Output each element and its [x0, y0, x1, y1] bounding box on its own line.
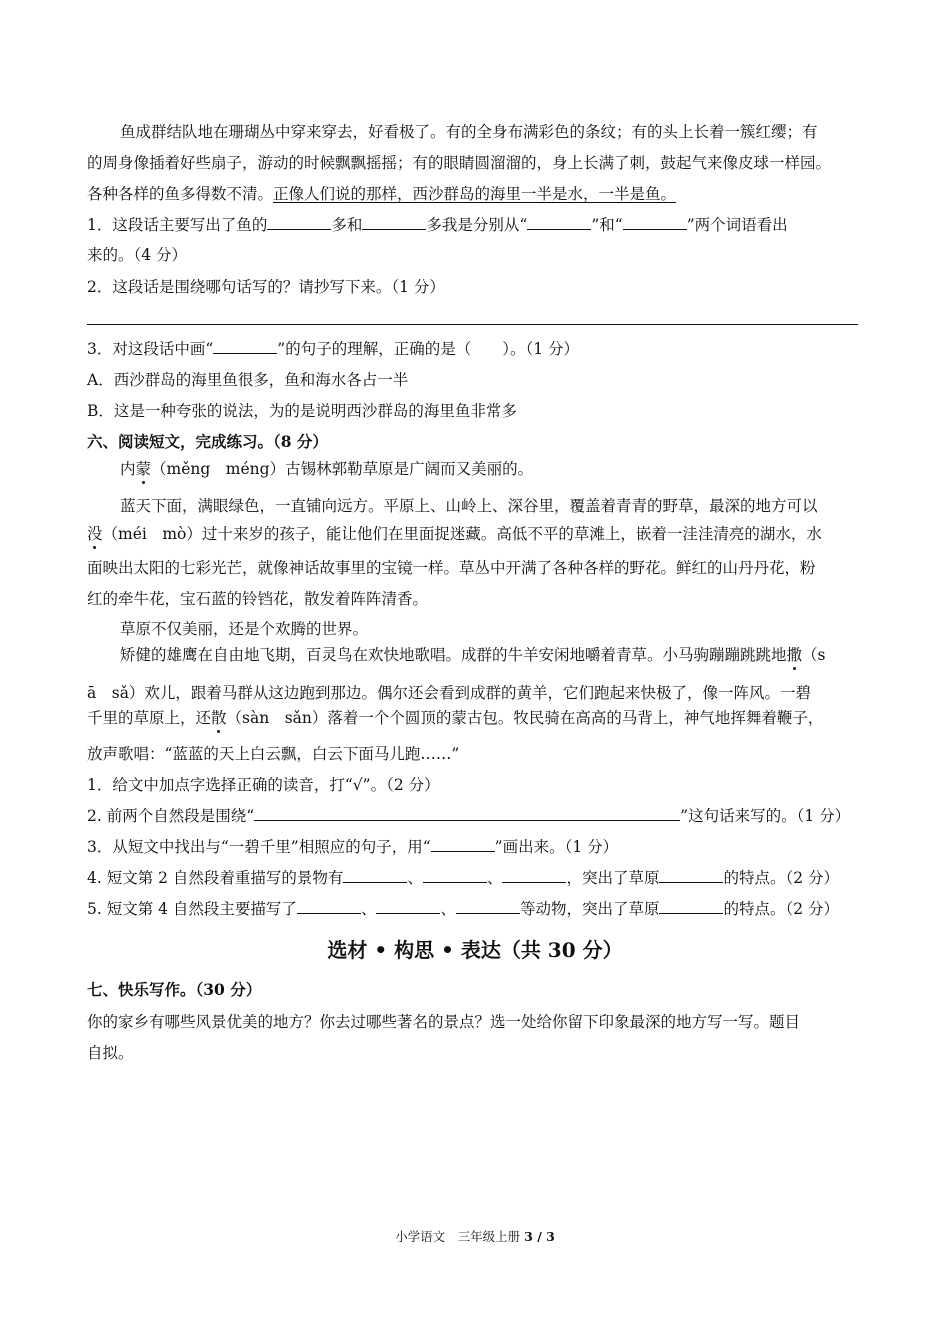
- underline-sample: [213, 339, 277, 354]
- p-text: （s: [802, 646, 826, 664]
- q-text: ”的句子的理解，正确的是（ ）。（1 分）: [277, 340, 580, 358]
- reading-p1: [120, 459, 533, 479]
- question-6-5: [87, 899, 839, 919]
- q-text: 2. 前两个自然段是围绕“: [87, 807, 255, 825]
- option-a: A．西沙群岛的海里鱼很多，鱼和海水各占一半: [87, 371, 409, 389]
- passage-line-2: 的周身像插着好些扇子，游动的时候飘飘摇摇；有的眼睛圆溜溜的，身上长满了刺，鼓起气来像皮球一样园。: [87, 154, 832, 172]
- q-text: 、: [407, 869, 423, 887]
- page-footer: [0, 1229, 950, 1245]
- dotted-char: 散: [211, 709, 227, 727]
- reading-p2-line-4: 红的牵牛花，宝石蓝的铃铛花，散发着阵阵清香。: [87, 590, 429, 608]
- underline-sample: [431, 837, 495, 852]
- q-text: 、: [440, 900, 456, 918]
- p-text: 矫健的雄鹰在自由地飞期，百灵鸟在欢快地歌唱。成群的牛羊安闲地嚼着青草。小马驹蹦蹦跳跳地: [120, 646, 787, 664]
- p-text: 千里的草原上，还: [87, 709, 212, 727]
- underlined-sentence: 正像人们说的那样，西沙群岛的海里一半是水，一半是鱼。: [273, 185, 677, 203]
- p-text: （méi mò）过十来岁的孩子，能让他们在里面捉迷藏。高低不平的草滩上，嵌着一洼洼清亮的湖水，水: [102, 525, 822, 543]
- answer-blank[interactable]: [423, 868, 487, 883]
- part-title: 选材 • 构思 • 表达（共 30 分）: [327, 938, 623, 962]
- answer-blank[interactable]: [527, 215, 591, 230]
- question-5-1-cont: 来的。（4 分）: [87, 246, 188, 264]
- reading-p3: 草原不仅美丽，还是个欢腾的世界。: [120, 620, 369, 638]
- q-text: 、: [360, 900, 377, 918]
- dotted-char: 撒: [786, 646, 803, 664]
- q-text: 、: [486, 869, 503, 887]
- answer-blank[interactable]: [254, 806, 680, 821]
- reading-p4-line-3: [87, 708, 823, 728]
- p-text: （měng méng）古锡林郭勒草原是广阔而又美丽的。: [151, 460, 534, 478]
- dotted-char: 没: [87, 525, 103, 543]
- reading-p4-line-1: [120, 645, 826, 665]
- passage-text: 各种各样的鱼多得数不清。: [87, 185, 274, 203]
- question-6-4: [87, 868, 839, 888]
- answer-line[interactable]: [87, 324, 858, 325]
- section-6-heading: 六、阅读短文，完成练习。（8 分）: [87, 432, 328, 451]
- question-6-2: [87, 806, 850, 826]
- page-number: 3 / 3: [524, 1229, 555, 1244]
- answer-blank[interactable]: [267, 215, 331, 230]
- answer-blank[interactable]: [297, 899, 361, 914]
- q-text: 3．对这段话中画“: [87, 340, 214, 358]
- reading-p2-line-1: 蓝天下面，满眼绿色，一直铺向远方。平原上、山岭上、深谷里，覆盖着青青的野草，最深的地方可以: [120, 497, 818, 515]
- dotted-char: 蒙: [135, 460, 152, 478]
- q-text: 多我是分别从“: [426, 216, 528, 234]
- answer-blank[interactable]: [362, 215, 426, 230]
- passage-line-3: [87, 184, 676, 204]
- answer-blank[interactable]: [343, 868, 407, 883]
- q-text: 多和: [331, 216, 363, 234]
- reading-p4-line-2: ā sǎ）欢儿，跟着马群从这边跑到那边。偶尔还会看到成群的黄羊，它们跑起来快极了，像一阵风。一碧: [87, 684, 811, 702]
- writing-prompt-line-1: 你的家乡有哪些风景优美的地方？你去过哪些著名的景点？选一处给你留下印象最深的地方写一写。题目: [87, 1013, 801, 1031]
- answer-blank[interactable]: [376, 899, 440, 914]
- p-text: 内: [120, 460, 136, 478]
- answer-blank[interactable]: [623, 215, 687, 230]
- q-text: 5. 短文第 4 自然段主要描写了: [87, 900, 297, 918]
- question-5-1: [87, 215, 788, 235]
- reading-p4-line-4: 放声歌唱：“蓝蓝的天上白云飘，白云下面马儿跑……”: [87, 745, 460, 763]
- reading-p2-line-3: 面映出太阳的七彩光芒，就像神话故事里的宝镜一样。草丛中开满了各种各样的野花。鲜红的山丹丹花，粉: [87, 559, 816, 577]
- reading-p2-line-2: [87, 524, 822, 544]
- question-5-2: 2．这段话是围绕哪句话写的？请抄写下来。（1 分）: [87, 278, 445, 296]
- passage-line-1: 鱼成群结队地在珊瑚丛中穿来穿去，好看极了。有的全身布满彩色的条纹；有的头上长着一簇红缨；有: [120, 123, 818, 141]
- p-text: （sàn sǎn）落着一个个圆顶的蒙古包。牧民骑在高高的马背上，神气地挥舞着鞭子，: [226, 709, 824, 727]
- q-text: 1．这段话主要写出了鱼的: [87, 216, 268, 234]
- q-text: ”两个词语看出: [686, 216, 788, 234]
- q-text: 4. 短文第 2 自然段着重描写的景物有: [87, 869, 344, 887]
- footer-label: 小学语文 三年级上册: [395, 1229, 525, 1244]
- q-text: ”画出来。（1 分）: [494, 838, 619, 856]
- writing-prompt-line-2: 自拟。: [87, 1044, 134, 1062]
- q-text: 等动物，突出了草原: [519, 900, 660, 918]
- answer-blank[interactable]: [659, 899, 723, 914]
- option-b: B．这是一种夸张的说法，为的是说明西沙群岛的海里鱼非常多: [87, 402, 517, 420]
- q-text: 的特点。（2 分）: [723, 900, 840, 918]
- answer-blank[interactable]: [502, 868, 566, 883]
- question-6-3: [87, 837, 618, 857]
- q-text: ，突出了草原: [566, 869, 660, 887]
- question-5-3: [87, 339, 579, 359]
- section-7-heading: 七、快乐写作。（30 分）: [87, 980, 262, 999]
- question-6-1: 1．给文中加点字选择正确的读音，打“√”。（2 分）: [87, 776, 440, 794]
- answer-blank[interactable]: [456, 899, 520, 914]
- q-text: ”这句话来写的。（1 分）: [680, 807, 851, 825]
- answer-blank[interactable]: [659, 868, 723, 883]
- q-text: 3．从短文中找出与“一碧千里”相照应的句子，用“: [87, 838, 431, 856]
- q-text: 的特点。（2 分）: [723, 869, 840, 887]
- q-text: ”和“: [591, 216, 623, 234]
